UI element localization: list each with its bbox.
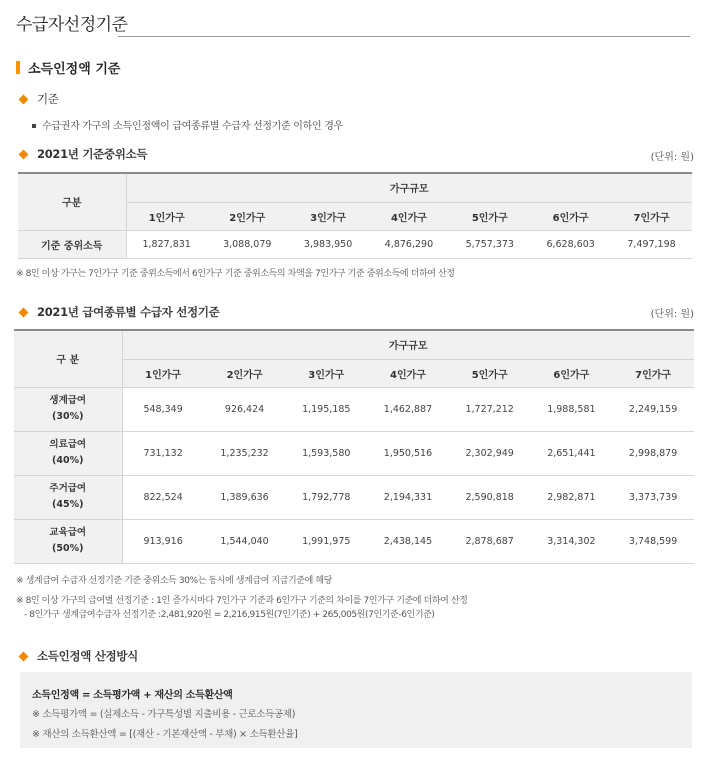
table-cell: 1,462,887	[367, 387, 449, 431]
row-pct: (40%)	[52, 455, 84, 466]
table-row	[14, 475, 694, 519]
selection-col-header: 5인가구	[449, 359, 531, 387]
selection-note-2: ※ 8인 이상 가구의 급여별 선정기준 : 1인 증가시마다 7인가구 기준과 6인가구 기준의 차이를 7인가구 기준에 더하여 산정	[16, 596, 468, 606]
table-cell: 1,593,580	[285, 431, 367, 475]
section-title-text: 소득인정액 기준	[28, 62, 121, 77]
table-cell: 1,827,831	[126, 230, 207, 258]
table-row	[14, 431, 694, 475]
row-label	[14, 519, 122, 563]
median-note: ※ 8인 이상 가구는 7인가구 기준 중위소득에서 6인가구 기준 중위소득의 차액을 7인가구 기준 중위소득에 더하여 산정	[16, 269, 455, 279]
selection-col-label: 구 분	[14, 330, 122, 387]
square-bullet-icon	[32, 124, 36, 128]
table-cell: 2,302,949	[449, 431, 531, 475]
table-cell: 1,544,040	[204, 519, 286, 563]
table-cell: 4,876,290	[369, 230, 450, 258]
formula-main: 소득인정액 = 소득평가액 + 재산의 소득환산액	[32, 690, 233, 701]
selection-col-header: 1인가구	[122, 359, 204, 387]
selection-col-header: 2인가구	[204, 359, 286, 387]
median-col-header: 5인가구	[449, 202, 530, 230]
table-cell: 1,991,975	[285, 519, 367, 563]
table-row	[14, 519, 694, 563]
table-cell: 6,628,603	[530, 230, 611, 258]
title-divider	[118, 36, 690, 37]
formula-note-2: ※ 재산의 소득환산액 = [(재산 - 기본재산액 - 부채) × 소득환산율]	[32, 729, 298, 740]
row-label	[14, 431, 122, 475]
median-col-header: 2인가구	[207, 202, 288, 230]
table-cell: 2,651,441	[531, 431, 613, 475]
diamond-icon	[19, 94, 29, 104]
row-label	[14, 475, 122, 519]
diamond-icon	[19, 651, 29, 661]
table-cell: 2,878,687	[449, 519, 531, 563]
table-cell: 548,349	[122, 387, 204, 431]
table-cell: 2,998,879	[612, 431, 694, 475]
table-cell: 2,249,159	[612, 387, 694, 431]
selection-unit: (단위: 원)	[650, 309, 694, 320]
table-cell: 3,373,739	[612, 475, 694, 519]
table-cell: 1,195,185	[285, 387, 367, 431]
selection-col-header: 7인가구	[612, 359, 694, 387]
selection-heading	[16, 304, 219, 320]
table-cell: 1,792,778	[285, 475, 367, 519]
median-heading	[16, 146, 147, 162]
selection-group-label: 가구규모	[122, 330, 694, 359]
diamond-icon	[19, 307, 29, 317]
median-row-label: 기준 중위소득	[18, 230, 126, 258]
selection-col-header: 4인가구	[367, 359, 449, 387]
selection-note-1: ※ 생계급여 수급자 선정기준 기준 중위소득 30%는 동시에 생계급여 지급기준에 해당	[16, 576, 332, 586]
median-col-header: 4인가구	[369, 202, 450, 230]
median-unit: (단위: 원)	[650, 152, 694, 163]
table-row	[14, 387, 694, 431]
criteria-heading	[16, 91, 59, 107]
selection-note-3: - 8인가구 생계급여수급자 선정기준 :2,481,920원 = 2,216,915원(7인기준) + 265,005원(7인기준-6인기준)	[24, 610, 435, 620]
row-name: 의료급여	[49, 439, 87, 450]
median-col-label: 구분	[18, 173, 126, 230]
formula-box	[20, 672, 692, 748]
table-cell: 1,950,516	[367, 431, 449, 475]
criteria-heading-text: 기준	[37, 92, 59, 106]
method-heading	[16, 648, 138, 664]
section-bar-icon	[16, 61, 20, 74]
median-group-label: 가구규모	[126, 173, 692, 202]
row-pct: (45%)	[52, 499, 84, 510]
table-cell: 926,424	[204, 387, 286, 431]
row-pct: (30%)	[52, 411, 84, 422]
section-title	[16, 58, 120, 77]
median-col-header: 6인가구	[530, 202, 611, 230]
diamond-icon	[19, 149, 29, 159]
criteria-item-text: 수급권자 가구의 소득인정액이 급여종류별 수급자 선정기준 이하인 경우	[42, 121, 343, 132]
table-cell: 5,757,373	[449, 230, 530, 258]
table-cell: 1,988,581	[531, 387, 613, 431]
table-cell: 2,194,331	[367, 475, 449, 519]
median-heading-text: 2021년 기준중위소득	[37, 147, 148, 161]
row-name: 생계급여	[49, 395, 87, 406]
row-name: 교육급여	[49, 527, 87, 538]
table-cell: 1,389,636	[204, 475, 286, 519]
median-col-header: 7인가구	[611, 202, 692, 230]
table-cell: 3,088,079	[207, 230, 288, 258]
selection-heading-text: 2021년 급여종류별 수급자 선정기준	[37, 305, 220, 319]
table-cell: 1,727,212	[449, 387, 531, 431]
table-cell: 7,497,198	[611, 230, 692, 258]
criteria-item	[32, 117, 343, 132]
selection-table	[14, 329, 694, 564]
median-col-header: 3인가구	[288, 202, 369, 230]
table-cell: 731,132	[122, 431, 204, 475]
table-cell: 2,982,871	[531, 475, 613, 519]
page-title: 수급자선정기준	[16, 15, 128, 35]
median-income-table	[18, 172, 692, 259]
row-label	[14, 387, 122, 431]
formula-note-1: ※ 소득평가액 = (실제소득 - 가구특성별 지출비용 - 근로소득공제)	[32, 709, 296, 720]
table-cell: 822,524	[122, 475, 204, 519]
table-cell: 2,438,145	[367, 519, 449, 563]
row-pct: (50%)	[52, 543, 84, 554]
selection-col-header: 3인가구	[285, 359, 367, 387]
median-col-header: 1인가구	[126, 202, 207, 230]
selection-col-header: 6인가구	[531, 359, 613, 387]
table-cell: 913,916	[122, 519, 204, 563]
table-cell: 2,590,818	[449, 475, 531, 519]
table-row	[18, 230, 692, 258]
table-cell: 3,748,599	[612, 519, 694, 563]
table-cell: 3,314,302	[531, 519, 613, 563]
method-heading-text: 소득인정액 산정방식	[37, 649, 138, 663]
table-cell: 3,983,950	[288, 230, 369, 258]
table-cell: 1,235,232	[204, 431, 286, 475]
row-name: 주거급여	[49, 483, 87, 494]
